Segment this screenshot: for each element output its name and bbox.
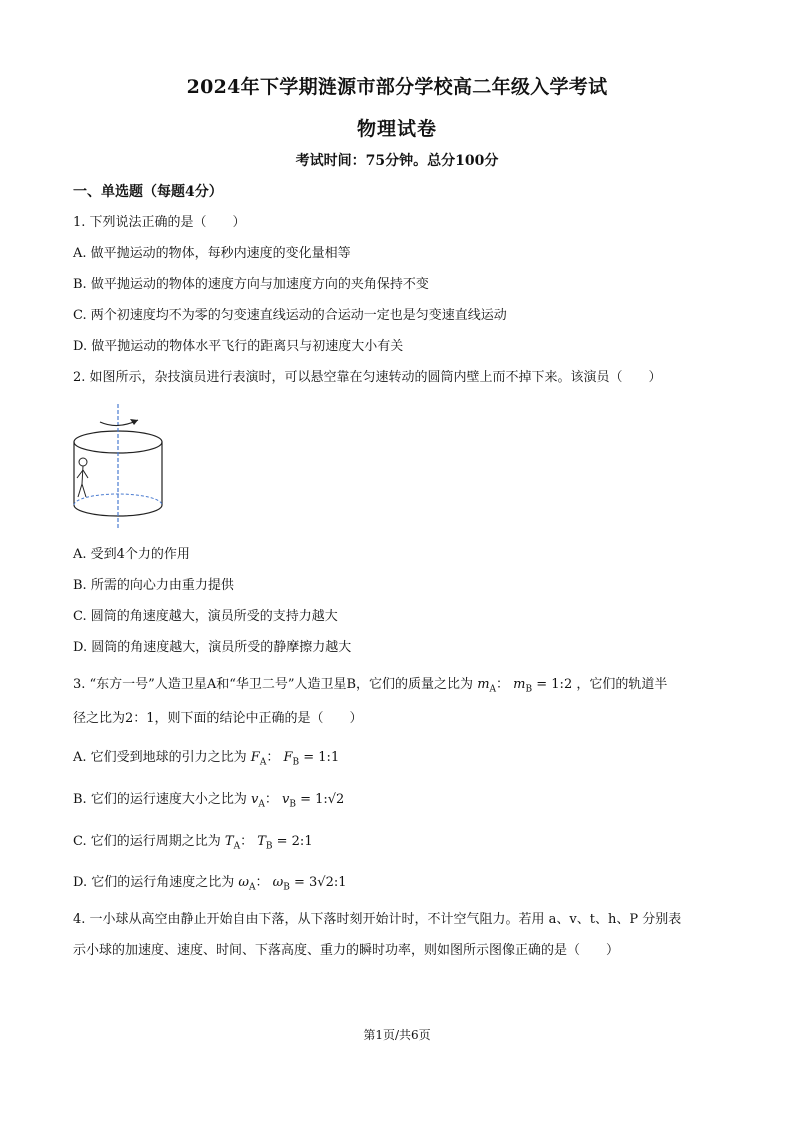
q2-stem: 2. 如图所示，杂技演员进行表演时，可以悬空靠在匀速转动的圆筒内壁上而不掉下来。该演员（ ） [73, 370, 662, 385]
q2-option-c: C. 圆筒的角速度越大，演员所受的支持力越大 [73, 609, 338, 624]
q3-option-a-text: A. 它们受到地球的引力之比为 [73, 750, 247, 765]
q3-option-b-text: B. 它们的运行速度大小之比为 [73, 792, 247, 807]
q1-option-a: A. 做平抛运动的物体，每秒内速度的变化量相等 [73, 246, 351, 261]
subject-title: 物理试卷 [356, 118, 437, 140]
q3-option-d: D. 它们的运行角速度之比为 $\omega_A$： $\omega_B$ = 3√2:1 [73, 875, 347, 893]
q3-stem-b: ，它们的轨道半 [576, 677, 668, 692]
q3-option-a-ratio: = 1:1 [303, 750, 340, 765]
q3-option-b-ratio: = 1:√2 [300, 792, 345, 807]
q3-option-c-text: C. 它们的运行周期之比为 [73, 834, 221, 849]
q1-option-d: D. 做平抛运动的物体水平飞行的距离只与初速度大小有关 [73, 339, 404, 354]
page-footer: 第1页/共6页 [363, 1028, 431, 1042]
q2-option-a: A. 受到4个力的作用 [73, 547, 190, 562]
q3-option-c: C. 它们的运行周期之比为 $T_A$： $T_B$ = 2:1 [73, 834, 313, 852]
rotating-cylinder-figure [60, 400, 180, 534]
q3-option-b: B. 它们的运行速度大小之比为 $v_A$： $v_B$ = 1:√2 [73, 792, 345, 810]
exam-title: 2024年下学期涟源市部分学校高二年级入学考试 [186, 76, 608, 98]
section-heading: 一、单选题（每题4分） [73, 184, 223, 200]
q3-stem-c: 径之比为2：1，则下面的结论中正确的是（ ） [73, 711, 363, 726]
q4-line1: 4. 一小球从高空由静止开始自由下落，从下落时刻开始计时，不计空气阻力。若用 a、v、t、h、P 分别表 [73, 912, 682, 927]
q1-option-b: B. 做平抛运动的物体的速度方向与加速度方向的夹角保持不变 [73, 277, 429, 292]
q3-option-a: A. 它们受到地球的引力之比为 $F_A$： $F_B$ = 1:1 [73, 750, 340, 768]
q3-option-d-ratio: = 3√2:1 [294, 875, 347, 890]
q3-option-c-ratio: = 2:1 [276, 834, 313, 849]
q3-option-d-text: D. 它们的运行角速度之比为 [73, 875, 235, 890]
q3-mass-ratio: = 1:2 [536, 677, 573, 692]
q3-stem-a: 3. “东方一号”人造卫星A和“华卫二号”人造卫星B，它们的质量之比为 [73, 677, 474, 692]
q1-stem: 1. 下列说法正确的是（ ） [73, 215, 246, 230]
q2-option-d: D. 圆筒的角速度越大，演员所受的静摩擦力越大 [73, 640, 352, 655]
q1-option-c: C. 两个初速度均不为零的匀变速直线运动的合运动一定也是匀变速直线运动 [73, 308, 507, 323]
exam-info: 考试时间：75分钟。总分100分 [295, 153, 499, 169]
q3-stem-line1: 3. “东方一号”人造卫星A和“华卫二号”人造卫星B，它们的质量之比为 $m_A$： $m_B$ = 1:2 ，它们的轨道半 [73, 677, 668, 695]
q4-line2: 示小球的加速度、速度、时间、下落高度、重力的瞬时功率，则如图所示图像正确的是（ ） [73, 943, 620, 958]
q2-option-b: B. 所需的向心力由重力提供 [73, 578, 234, 593]
